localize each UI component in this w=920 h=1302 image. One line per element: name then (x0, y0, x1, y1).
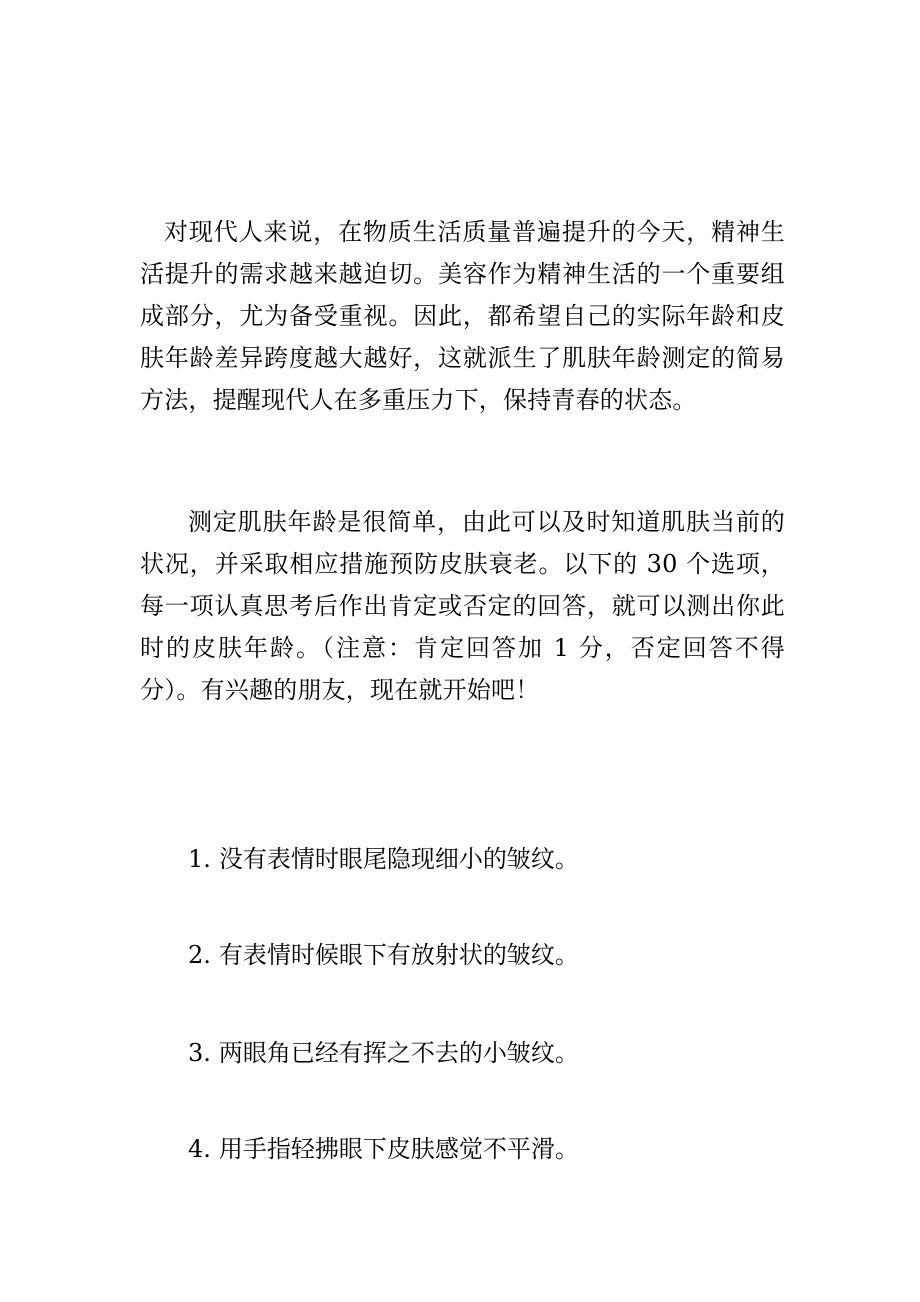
instructions-paragraph: 测定肌肤年龄是很简单，由此可以及时知道肌肤当前的状况，并采取相应措施预防皮肤衰老。以下的 30 个选项，每一项认真思考后作出肯定或否定的回答，就可以测出你此时的皮肤年龄。（注意：肯定回答加 1 分，否定回答不得分）。有兴趣的朋友，现在就开始吧！ (140, 508, 785, 704)
list-item-number: 4. (188, 1135, 211, 1163)
list-item (188, 935, 579, 975)
list-item (188, 1129, 579, 1169)
intro-paragraph: 对现代人来说，在物质生活质量普遍提升的今天，精神生活提升的需求越来越迫切。美容作为精神生活的一个重要组成部分，尤为备受重视。因此，都希望自己的实际年龄和皮肤年龄差异跨度越大越好，这就派生了肌肤年龄测定的简易方法，提醒现代人在多重压力下，保持青春的状态。 (140, 218, 785, 414)
list-item (188, 839, 579, 879)
list-item-number: 2. (188, 941, 211, 969)
list-item (188, 1033, 579, 1073)
list-item-text: 用手指轻拂眼下皮肤感觉不平滑。 (218, 1135, 579, 1163)
list-item-text: 没有表情时眼尾隐现细小的皱纹。 (218, 845, 579, 873)
list-item-text: 有表情时候眼下有放射状的皱纹。 (218, 941, 579, 969)
list-item-text: 两眼角已经有挥之不去的小皱纹。 (218, 1039, 579, 1067)
list-item-number: 1. (188, 845, 211, 873)
list-item-number: 3. (188, 1039, 211, 1067)
